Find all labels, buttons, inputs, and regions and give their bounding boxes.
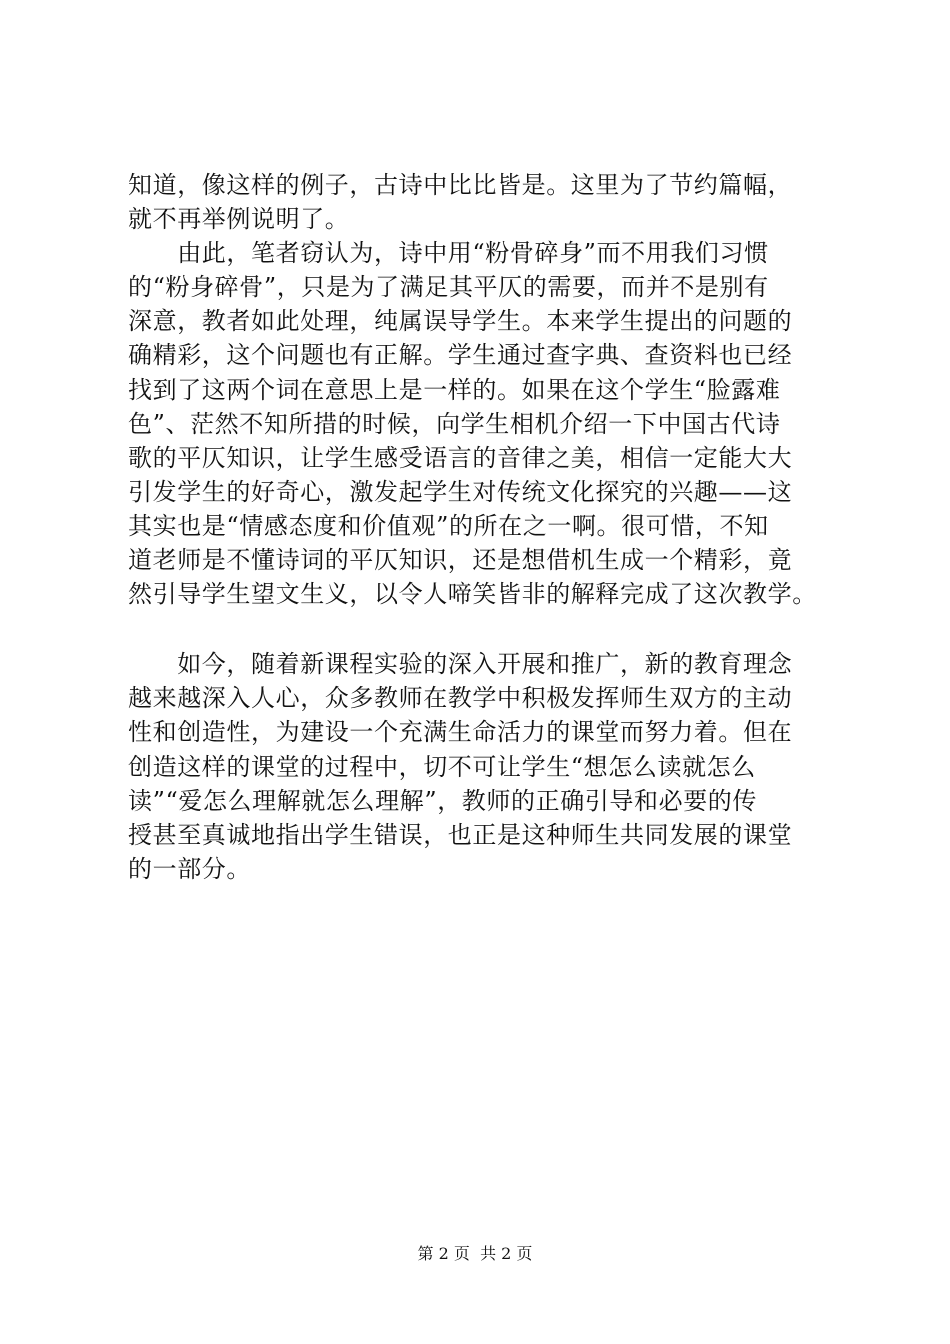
paragraph-continuation — [128, 168, 848, 236]
paragraph-conclusion — [128, 236, 848, 611]
text-line: 道老师是不懂诗词的平仄知识，还是想借机生成一个精彩，竟 — [128, 546, 793, 575]
text-line: 由此，笔者窃认为，诗中用“粉骨碎身”而不用我们习惯 — [128, 239, 769, 268]
text-line: 读”“爱怎么理解就怎么理解”，教师的正确引导和必要的传 — [128, 786, 758, 815]
paragraph-gap — [128, 611, 848, 647]
text-line: 深意，教者如此处理，纯属误导学生。本来学生提出的问题的 — [128, 307, 793, 336]
text-line: 性和创造性，为建设一个充满生命活力的课堂而努力着。但在 — [128, 718, 793, 747]
text-line: 如今，随着新课程实验的深入开展和推广，新的教育理念 — [128, 650, 793, 679]
text-line: 授甚至真诚地指出学生错误，也正是这种师生共同发展的课堂 — [128, 820, 793, 849]
text-line: 然引导学生望文生义，以令人啼笑皆非的解释完成了这次教学。 — [128, 580, 817, 609]
text-line: 创造这样的课堂的过程中，切不可让学生“想怎么读就怎么 — [128, 752, 756, 781]
page-number-footer: 第 2 页 共 2 页 — [417, 1244, 533, 1263]
text-line: 的“粉身碎骨”，只是为了满足其平仄的需要，而并不是别有 — [128, 273, 769, 302]
text-line: 的一部分。 — [128, 854, 251, 883]
text-line: 色”、茫然不知所措的时候，向学生相机介绍一下中国古代诗 — [128, 409, 781, 438]
paragraph-closing — [128, 647, 848, 886]
text-line: 就不再举例说明了。 — [128, 205, 350, 234]
text-line: 找到了这两个词在意思上是一样的。如果在这个学生“脸露难 — [128, 375, 781, 404]
text-line: 歌的平仄知识，让学生感受语言的音律之美，相信一定能大大 — [128, 443, 793, 472]
text-line: 确精彩，这个问题也有正解。学生通过查字典、查资料也已经 — [128, 341, 793, 370]
document-body — [128, 168, 848, 886]
text-line: 越来越深入人心，众多教师在教学中积极发挥师生双方的主动 — [128, 684, 793, 713]
text-line: 其实也是“情感态度和价值观”的所在之一啊。很可惜，不知 — [128, 511, 769, 540]
text-line: 知道，像这样的例子，古诗中比比皆是。这里为了节约篇幅， — [128, 171, 793, 199]
text-line: 引发学生的好奇心，激发起学生对传统文化探究的兴趣——这 — [128, 477, 793, 506]
